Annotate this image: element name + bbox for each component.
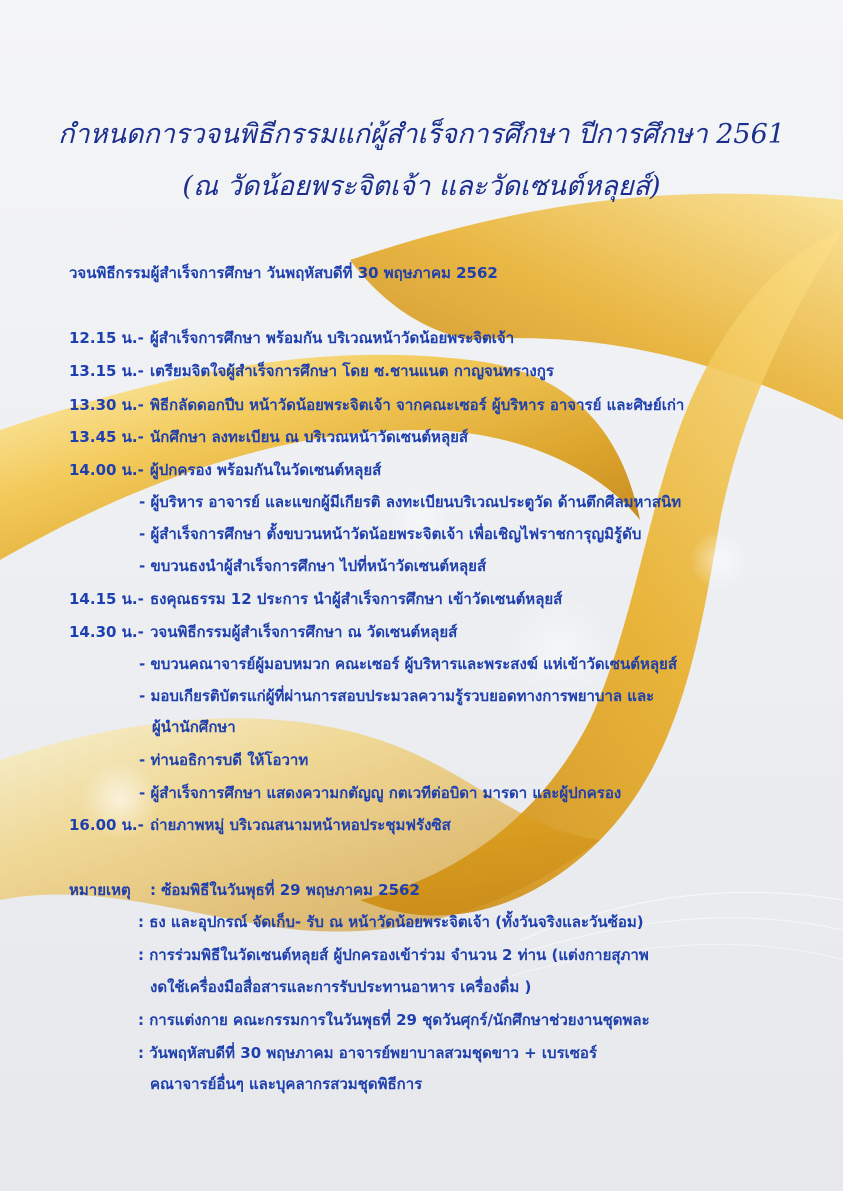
schedule-subitem: - ขบวนคณาจารย์ผู้มอบหมวก คณะเซอร์ ผู้บริหารและพระสงฆ์ แห่เข้าวัดเซนต์หลุยส์ [139,655,677,673]
date-heading: วจนพิธีกรรมผู้สำเร็จการศึกษา วันพฤหัสบดีที่ 30 พฤษภาคม 2562 [69,264,498,282]
note-item: : วันพฤหัสบดีที่ 30 พฤษภาคม อาจารย์พยาบาลสวมชุดขาว + เบรเซอร์ [138,1044,597,1062]
schedule-time: 14.30 น.- [69,623,144,641]
notes-label: หมายเหตุ [69,881,131,899]
schedule-item: ธงคุณธรรม 12 ประการ นำผู้สำเร็จการศึกษา เข้าวัดเซนต์หลุยส์ [150,590,563,608]
schedule-subitem: - มอบเกียรติบัตรแก่ผู้ที่ผ่านการสอบประมวลความรู้รวบยอดทางการพยาบาล และ [139,687,655,705]
schedule-subitem: - ผู้บริหาร อาจารย์ และแขกผู้มีเกียรติ ลงทะเบียนบริเวณประตูวัด ด้านตึกศีลมหาสนิท [139,493,682,511]
schedule-subitem-continued: ผู้นำนักศึกษา [152,718,236,736]
note-item: : การร่วมพิธีในวัดเซนต์หลุยส์ ผู้ปกครองเข้าร่วม จำนวน 2 ท่าน (แต่งกายสุภาพ [138,946,649,964]
schedule-item: เตรียมจิตใจผู้สำเร็จการศึกษา โดย ซ.ชานแนต กาญจนทรางกูร [150,362,554,380]
schedule-item: นักศึกษา ลงทะเบียน ณ บริเวณหน้าวัดเซนต์หลุยส์ [150,428,469,446]
schedule-subitem: - ท่านอธิการบดี ให้โอวาท [139,751,309,769]
page-subtitle: (ณ วัดน้อยพระจิตเจ้า และวัดเซนต์หลุยส์) [182,171,661,202]
schedule-item: ผู้ปกครอง พร้อมกันในวัดเซนต์หลุยส์ [150,461,382,479]
schedule-item: ผู้สำเร็จการศึกษา พร้อมกัน บริเวณหน้าวัดน้อยพระจิตเจ้า [150,329,515,347]
page-title: กำหนดการวจนพิธีกรรมแก่ผู้สำเร็จการศึกษา ปีการศึกษา 2561 [58,119,785,150]
schedule-time: 13.30 น.- [69,396,144,414]
schedule-subitem: - ผู้สำเร็จการศึกษา แสดงความกตัญญู กตเวทีต่อบิดา มารดา และผู้ปกครอง [139,784,622,802]
schedule-time: 12.15 น.- [69,329,144,347]
schedule-item: ถ่ายภาพหมู่ บริเวณสนามหน้าหอประชุมฟรังซิส [150,816,451,834]
schedule-subitem: - ผู้สำเร็จการศึกษา ตั้งขบวนหน้าวัดน้อยพระจิตเจ้า เพื่อเชิญไฟราชการุญมิรู้ดับ [139,525,642,543]
schedule-time: 14.00 น.- [69,461,144,479]
note-item-continued: งดใช้เครื่องมือสื่อสารและการรับประทานอาหาร เครื่องดื่ม ) [150,978,532,996]
note-item: : ธง และอุปกรณ์ จัดเก็บ- รับ ณ หน้าวัดน้อยพระจิตเจ้า (ทั้งวันจริงและวันซ้อม) [138,913,644,931]
schedule-time: 13.45 น.- [69,428,144,446]
schedule-time: 16.00 น.- [69,816,144,834]
schedule-time: 14.15 น.- [69,590,144,608]
schedule-item: พิธีกลัดดอกปีบ หน้าวัดน้อยพระจิตเจ้า จากคณะเซอร์ ผู้บริหาร อาจารย์ และศิษย์เก่า [150,396,685,414]
note-item: : ซ้อมพิธีในวันพุธที่ 29 พฤษภาคม 2562 [150,881,420,899]
schedule-item: วจนพิธีกรรมผู้สำเร็จการศึกษา ณ วัดเซนต์หลุยส์ [150,623,458,641]
note-item-continued: คณาจารย์อื่นๆ และบุคลากรสวมชุดพิธีการ [150,1075,423,1093]
schedule-time: 13.15 น.- [69,362,144,380]
schedule-subitem: - ขบวนธงนำผู้สำเร็จการศึกษา ไปที่หน้าวัดเซนต์หลุยส์ [139,557,487,575]
note-item: : การแต่งกาย คณะกรรมการในวันพุธที่ 29 ชุดวันศุกร์/นักศึกษาช่วยงานชุดพละ [138,1011,650,1029]
